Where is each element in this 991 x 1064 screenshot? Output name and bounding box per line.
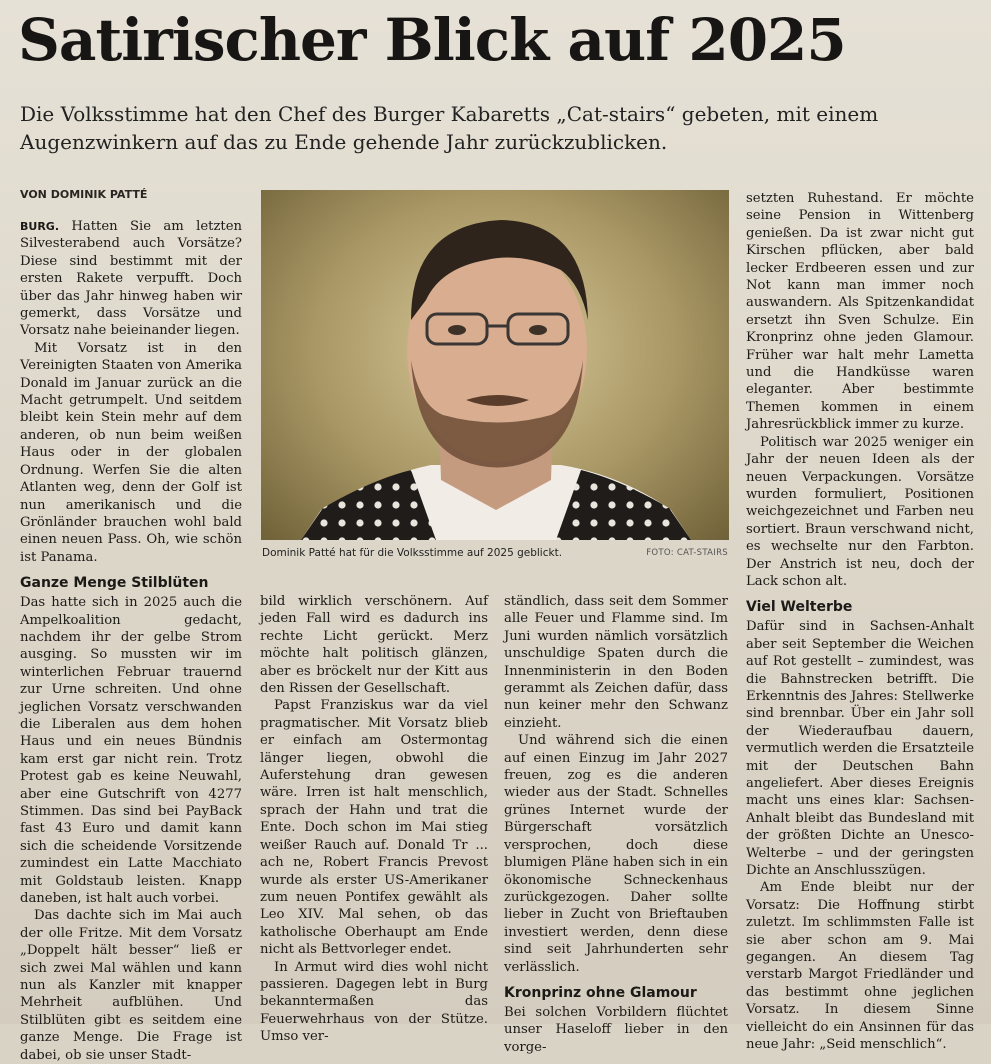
column-4-paragraph: Dafür sind in Sachsen-Anhalt aber seit September die Weichen auf Rot gestellt – zumindest, was die Bahnstrecken betrifft. Die Erkenntnis des Jahres: Stellwerke sind brennbar. Über ein Jahr soll der Wiederaufbau dauern, vermutlich werden die Ersatzteile mit der Deutschen Bahn angeliefert. Aber dieses Ereignis macht uns eines klar: Sachsen-Anhalt bleibt das Bundesland mit der größten Dichte an Unesco-Welterbe – und der geringsten Dichte an Anschlusszügen.: [746, 619, 974, 879]
teaser: Die Volksstimme hat den Chef des Burger Kabaretts „Cat-stairs“ gebeten, mit einem Augenzwinkern auf das zu Ende gehende Jahr zurückzublicken.: [20, 102, 879, 154]
column-1-paragraph: Das dachte sich im Mai auch der olle Fritze. Mit dem Vorsatz „Doppelt hält besser“ ließ er sich zwei Mal wählen und kann nun als Kanzler mit knapper Mehrheit aufblühen. Und Stilblüten gibt es seitdem eine ganze Menge. Die Frage ist dabei, ob sie unser Stadt-: [20, 908, 242, 1063]
column-1-paragraph: BURG. Hatten Sie am letzten Silvesterabend auch Vorsätze? Diese sind bestimmt mit der ersten Rakete verpufft. Doch über das Jahr hinweg haben wir gemerkt, dass Vorsätze und Vorsatz nahe beieinander liegen.: [20, 219, 243, 339]
column-2-paragraph: bild wirklich verschönern. Auf jeden Fall wird es dadurch ins rechte Licht gerückt. Merz möchte halt politisch glänzen, aber es bröckelt nur der Kitt aus den Rissen der Gesellschaft.: [260, 594, 488, 697]
column-4-paragraph: Am Ende bleibt nur der Vorsatz: Die Hoffnung stirbt zuletzt. Im schlimmsten Falle ist sie aber schon am 9. Mai gegangen. An diesem Tag verstarb Margot Friedländer und das bestimmt ohne jeglichen Vorsatz. In diesem Sinne vielleicht do ein Ansinnen für das neue Jahr: „Seid menschlich“.: [746, 880, 974, 1053]
column-1-paragraph: Mit Vorsatz ist in den Vereinigten Staaten von Amerika Donald im Januar zurück an die Macht getrumpelt. Und seitdem bleibt kein Stein mehr auf dem anderen, ob nun beim weißen Haus oder in der globalen Ordnung. Werfen Sie die alten Atlanten weg, denn der Golf ist nun amerikanisch und die Grönländer brauchen wohl bald einen neuen Pass. Oh, wie schön ist Panama.: [20, 340, 242, 565]
dateline: BURG.: [20, 220, 59, 233]
photo-credit: FOTO: CAT-STAIRS: [646, 548, 728, 558]
subheading-kronprinz: Kronprinz ohne Glamour: [504, 984, 697, 1001]
column-4-paragraph: setzten Ruhestand. Er möchte seine Pension in Wittenberg genießen. Da ist zwar nicht gut Kirschen pflücken, aber bald lecker Erdbeeren essen und zur Not kann man immer noch auswandern. Als Spitzenkandidat ersetzt ihn Sven Schulze. Ein Kronprinz ohne jeden Glamour. Früher war halt mehr Lametta und die Handküsse waren eleganter. Aber bestimmte Themen kommen in einem Jahresrückblick immer zu kurze.: [746, 191, 974, 433]
column-4-paragraph: Politisch war 2025 weniger ein Jahr der neuen Ideen als der neuen Verpackungen. Vorsätze wurden formuliert, Positionen weichgezeichnet und Farben neu sortiert. Braun verschwand nicht, es wechselte nur den Farbton. Der Anstrich ist neu, doch der Lack schon alt.: [746, 434, 974, 589]
column-3: [504, 593, 728, 1056]
column-3-paragraph: Und während sich die einen auf einen Einzug im Jahr 2027 freuen, zog es die anderen wieder aus der Stadt. Schnelles grünes Internet wurde der Bürgerschaft vorsätzlich versprochen, doch diese blumigen Pläne haben sich in ein ökonomische Schneckenhaus zurückgezogen. Daher sollte lieber in Zucht von Brieftauben investiert werden, denn diese sind seit Jahrhunderten sehr verlässlich.: [504, 733, 728, 975]
column-1: [20, 218, 242, 1064]
author-photo: [261, 190, 729, 540]
caption-text: Dominik Patté hat für die Volksstimme auf 2025 geblickt.: [262, 547, 563, 559]
subheading-stilblueten: Ganze Menge Stilblüten: [20, 575, 209, 592]
column-2-paragraph: In Armut wird dies wohl nicht passieren. Dagegen lebt in Burg bekanntermaßen das Feuerwehrhaus von der Stütze. Umso ver-: [260, 959, 488, 1045]
column-1-paragraph: Das hatte sich in 2025 auch die Ampelkoalition gedacht, nachdem ihr der gelbe Strom ausging. So mussten wir im winterlichen Februar trauernd zur Urne schreiten. Und ohne jeglichen Vorsatz verschwanden die Liberalen aus dem hohen Haus und ein neues Bündnis kam erst gar nicht rein. Trotz Protest gab es keine Neuwahl, aber eine Gutschrift von 4277 Stimmen. Das sind bei PayBack fast 43 Euro und damit kann sich die scheidende Vorsitzende zumindest ein Latte Macchiato mit Goldstaub leisten. Knapp daneben, ist halt auch vorbei.: [20, 595, 242, 907]
photo-caption: [262, 547, 728, 559]
column-3-paragraph: ständlich, dass seit dem Sommer alle Feuer und Flamme sind. Im Juni wurden nämlich vorsätzlich unschuldige Spaten durch die Innenministerin in den Boden gerammt als Zeichen dafür, dass nun keiner mehr den Schwanz einzieht.: [504, 594, 728, 731]
column-3-paragraph: Bei solchen Vorbildern flüchtet unser Haseloff lieber in den vorge-: [504, 1004, 728, 1055]
byline: VON DOMINIK PATTÉ: [20, 188, 148, 201]
column-2: [260, 593, 488, 1046]
portrait-illustration: [261, 190, 729, 540]
subheading-welterbe: Viel Welterbe: [746, 599, 853, 616]
headline: Satirischer Blick auf 2025: [18, 6, 846, 74]
column-4: [746, 190, 974, 1054]
column-2-paragraph: Papst Franziskus war da viel pragmatischer. Mit Vorsatz blieb er einfach am Ostermontag länger liegen, obwohl die Auferstehung dran gewesen wäre. Irren ist halt menschlich, sprach der Hahn und trat die Ente. Doch schon im Mai stieg weißer Rauch auf. Donald Tr ... ach ne, Robert Francis Prevost wurde als erster US-Amerikaner zum neuen Pontifex gewählt als Leo XIV. Mal sehen, ob das katholische Oberhaupt am Ende nicht als Bettvorleger endet.: [260, 698, 488, 958]
